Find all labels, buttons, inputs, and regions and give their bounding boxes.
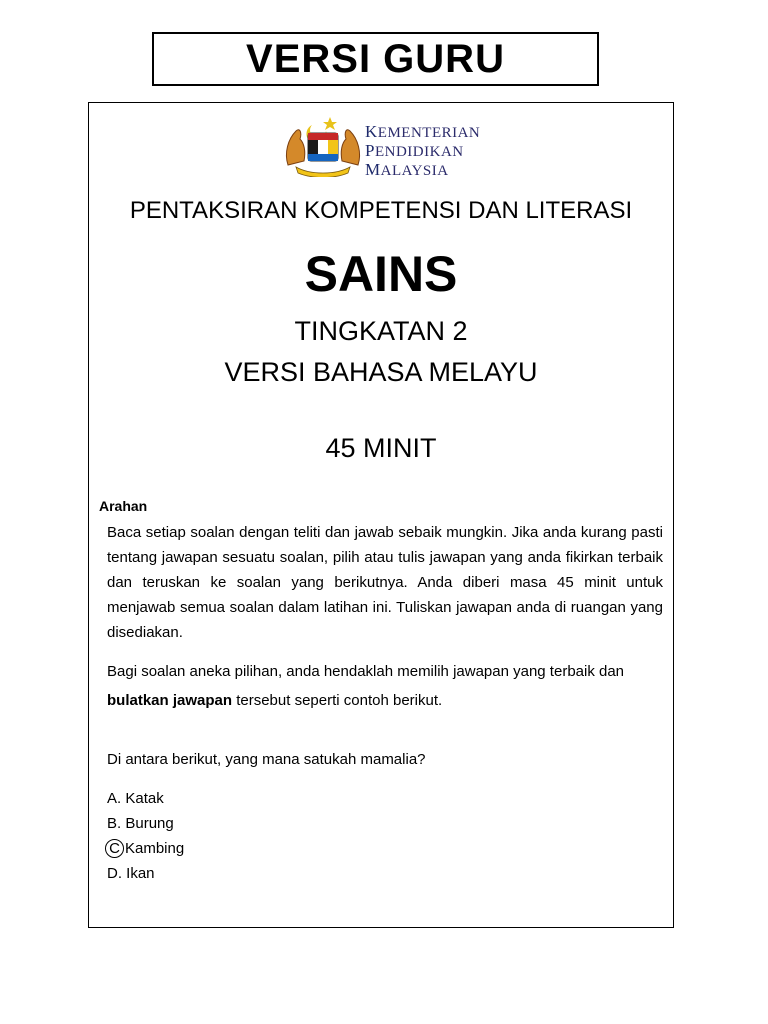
malaysia-coat-of-arms-icon [282, 113, 364, 177]
instructions-paragraph-2: Bagi soalan aneka pilihan, anda hendaklah memilih jawapan yang terbaik dan bulatkan jawapan tersebut seperti contoh berikut. [107, 663, 625, 709]
language-version: VERSI BAHASA MELAYU [224, 357, 538, 387]
assessment-subtitle: PENTAKSIRAN KOMPETENSI DAN LITERASI [129, 197, 633, 224]
example-question: Di antara berikut, yang mana satukah mamalia? [107, 751, 426, 768]
ministry-line-2: PENDIDIKAN [365, 141, 464, 160]
ministry-line-3: MALAYSIA [365, 160, 449, 179]
option-c-circled: C Kambing [107, 836, 184, 861]
circle-answer-emphasis: bulatkan jawapan [107, 692, 233, 709]
cover-page-frame [88, 102, 674, 928]
teacher-version-box [152, 32, 599, 86]
grade-level: TINGKATAN 2 [294, 316, 468, 346]
option-d: D. Ikan [107, 865, 155, 882]
teacher-version-title: VERSI GURU [246, 36, 505, 81]
ministry-logo [282, 113, 492, 177]
exam-duration: 45 MINIT [325, 433, 437, 463]
subject-title: SAINS [304, 246, 458, 302]
instructions-heading: Arahan [99, 498, 148, 514]
ministry-name [365, 123, 480, 180]
circled-answer-marker: C [105, 839, 124, 858]
option-a: A. Katak [107, 790, 164, 807]
ministry-line-1: KEMENTERIAN [365, 122, 481, 141]
example-options [107, 786, 184, 886]
instructions-paragraph-1: Baca setiap soalan dengan teliti dan jawab sebaik mungkin. Jika anda kurang pasti tentang jawapan sesuatu soalan, pilih atau tulis jawapan yang anda fikirkan terbaik dan teruskan ke soalan yang berikutnya. Anda diberi masa 45 minit untuk menjawab semua soalan dalam latihan ini. Tuliskan jawapan anda di ruangan yang disediakan. [107, 524, 663, 641]
option-b: B. Burung [107, 815, 174, 832]
